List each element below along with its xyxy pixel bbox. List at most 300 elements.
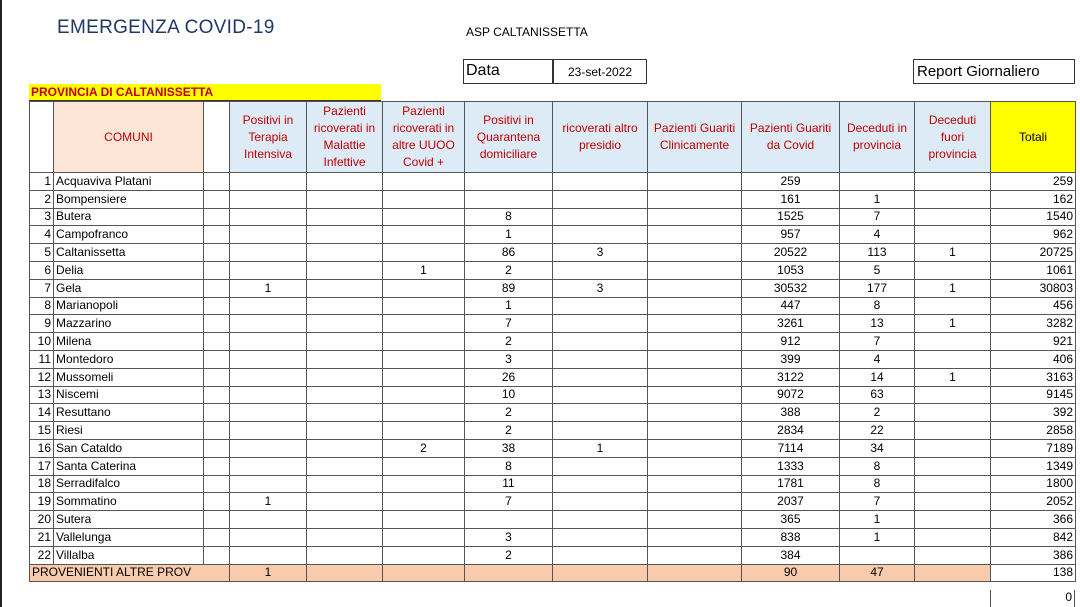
row-altre-uuoo [383, 386, 465, 404]
row-guariti-covid: 838 [742, 528, 840, 546]
row-quarantena: 3 [465, 350, 553, 368]
row-altre-uuoo [383, 546, 465, 564]
row-totali: 1540 [991, 208, 1076, 226]
row-malattie-infettive [307, 475, 383, 493]
row-altro-presidio: 1 [553, 439, 648, 457]
row-terapia-intensiva [230, 297, 307, 315]
row-altro-presidio [553, 350, 648, 368]
row-quarantena: 3 [465, 528, 553, 546]
table-row [30, 315, 1076, 333]
row-malattie-infettive [307, 297, 383, 315]
row-quarantena: 2 [465, 261, 553, 279]
row-altro-presidio: 3 [553, 244, 648, 262]
table-row [30, 173, 1076, 191]
row-guariti-covid: 2834 [742, 422, 840, 440]
row-malattie-infettive [307, 350, 383, 368]
footer-tot: 138 [991, 564, 1076, 582]
row-deceduti-fuori: 1 [915, 368, 991, 386]
row-deceduti-fuori [915, 173, 991, 191]
row-deceduti-fuori [915, 261, 991, 279]
row-altro-presidio [553, 333, 648, 351]
row-deceduti-provincia [840, 173, 915, 191]
header-altre-uuoo: Pazienti ricoverati in altre UUOO Covid + [383, 102, 465, 173]
table-row [30, 422, 1076, 440]
header-malattie-infettive: Pazienti ricoverati in Malattie Infettive [307, 102, 383, 173]
row-quarantena: 7 [465, 493, 553, 511]
table-row [30, 528, 1076, 546]
row-index: 16 [30, 439, 54, 457]
row-index: 8 [30, 297, 54, 315]
row-guariti-covid: 7114 [742, 439, 840, 457]
row-malattie-infettive [307, 315, 383, 333]
row-spacer [204, 226, 230, 244]
row-guariti-clinicamente [648, 261, 742, 279]
row-guariti-clinicamente [648, 493, 742, 511]
row-totali: 1061 [991, 261, 1076, 279]
row-totali: 162 [991, 190, 1076, 208]
row-quarantena: 8 [465, 457, 553, 475]
row-deceduti-provincia: 4 [840, 350, 915, 368]
row-comune: Milena [54, 333, 204, 351]
row-deceduti-fuori [915, 439, 991, 457]
row-altro-presidio [553, 173, 648, 191]
row-spacer [204, 190, 230, 208]
row-altre-uuoo [383, 173, 465, 191]
row-guariti-clinicamente [648, 279, 742, 297]
row-terapia-intensiva [230, 190, 307, 208]
row-deceduti-provincia: 1 [840, 511, 915, 529]
row-comune: Vallelunga [54, 528, 204, 546]
row-quarantena: 7 [465, 315, 553, 333]
row-deceduti-fuori [915, 190, 991, 208]
row-comune: Mussomeli [54, 368, 204, 386]
row-terapia-intensiva [230, 315, 307, 333]
row-deceduti-provincia: 7 [840, 208, 915, 226]
row-altro-presidio [553, 475, 648, 493]
header-altro-presidio: ricoverati altro presidio [553, 102, 648, 173]
row-altro-presidio [553, 528, 648, 546]
row-deceduti-provincia: 177 [840, 279, 915, 297]
row-index: 11 [30, 350, 54, 368]
row-deceduti-fuori [915, 386, 991, 404]
row-spacer [204, 297, 230, 315]
footer-c4 [465, 564, 553, 582]
row-deceduti-provincia: 8 [840, 457, 915, 475]
row-comune: Villalba [54, 546, 204, 564]
row-terapia-intensiva [230, 511, 307, 529]
header-guariti-clinicamente: Pazienti Guariti Clinicamente [648, 102, 742, 173]
row-guariti-covid: 399 [742, 350, 840, 368]
row-deceduti-provincia: 5 [840, 261, 915, 279]
row-index: 22 [30, 546, 54, 564]
row-guariti-clinicamente [648, 386, 742, 404]
row-guariti-covid: 1781 [742, 475, 840, 493]
table-row [30, 244, 1076, 262]
footer-label: PROVENIENTI ALTRE PROV [30, 564, 230, 582]
row-totali: 921 [991, 333, 1076, 351]
row-altre-uuoo [383, 368, 465, 386]
row-malattie-infettive [307, 493, 383, 511]
row-totali: 3163 [991, 368, 1076, 386]
row-quarantena [465, 173, 553, 191]
row-index: 7 [30, 279, 54, 297]
row-comune: Acquaviva Platani [54, 173, 204, 191]
row-deceduti-provincia: 113 [840, 244, 915, 262]
row-altre-uuoo [383, 475, 465, 493]
row-deceduti-fuori [915, 493, 991, 511]
row-guariti-clinicamente [648, 422, 742, 440]
row-terapia-intensiva [230, 244, 307, 262]
row-totali: 386 [991, 546, 1076, 564]
header-deceduti-fuori: Deceduti fuori provincia [915, 102, 991, 173]
table-row [30, 404, 1076, 422]
row-guariti-clinicamente [648, 475, 742, 493]
row-deceduti-provincia: 63 [840, 386, 915, 404]
footer-c3 [383, 564, 465, 582]
row-totali: 366 [991, 511, 1076, 529]
row-deceduti-provincia: 8 [840, 475, 915, 493]
report-label: Report Giornaliero [913, 59, 1075, 84]
asp-label: ASP CALTANISSETTA [466, 25, 588, 39]
table-row [30, 368, 1076, 386]
table-row [30, 333, 1076, 351]
row-malattie-infettive [307, 528, 383, 546]
row-altre-uuoo [383, 333, 465, 351]
header-index-cell [30, 102, 54, 173]
row-malattie-infettive [307, 190, 383, 208]
row-spacer [204, 422, 230, 440]
footer-c8: 47 [840, 564, 915, 582]
row-altro-presidio [553, 208, 648, 226]
row-index: 12 [30, 368, 54, 386]
row-comune: Mazzarino [54, 315, 204, 333]
row-malattie-infettive [307, 173, 383, 191]
table-row [30, 350, 1076, 368]
row-index: 17 [30, 457, 54, 475]
row-guariti-clinicamente [648, 173, 742, 191]
frame-left-border [0, 0, 2, 607]
row-index: 19 [30, 493, 54, 511]
row-guariti-covid: 1053 [742, 261, 840, 279]
table-row [30, 546, 1076, 564]
row-altre-uuoo [383, 226, 465, 244]
row-altro-presidio [553, 511, 648, 529]
row-comune: Marianopoli [54, 297, 204, 315]
row-quarantena: 2 [465, 546, 553, 564]
row-deceduti-fuori [915, 546, 991, 564]
row-guariti-clinicamente [648, 546, 742, 564]
row-totali: 7189 [991, 439, 1076, 457]
row-deceduti-provincia: 2 [840, 404, 915, 422]
row-spacer [204, 244, 230, 262]
row-altre-uuoo [383, 350, 465, 368]
row-deceduti-provincia: 7 [840, 333, 915, 351]
row-comune: Campofranco [54, 226, 204, 244]
row-deceduti-fuori [915, 422, 991, 440]
row-totali: 259 [991, 173, 1076, 191]
row-malattie-infettive [307, 226, 383, 244]
row-comune: Santa Caterina [54, 457, 204, 475]
row-quarantena: 10 [465, 386, 553, 404]
row-spacer [204, 315, 230, 333]
row-totali: 3282 [991, 315, 1076, 333]
row-altre-uuoo [383, 404, 465, 422]
row-guariti-covid: 30532 [742, 279, 840, 297]
row-guariti-covid: 447 [742, 297, 840, 315]
row-quarantena [465, 511, 553, 529]
row-quarantena: 1 [465, 297, 553, 315]
row-spacer [204, 511, 230, 529]
header-spacer [204, 102, 230, 173]
row-altro-presidio: 3 [553, 279, 648, 297]
row-malattie-infettive [307, 261, 383, 279]
row-totali: 406 [991, 350, 1076, 368]
row-totali: 1800 [991, 475, 1076, 493]
row-guariti-covid: 161 [742, 190, 840, 208]
row-altro-presidio [553, 386, 648, 404]
row-deceduti-provincia: 8 [840, 297, 915, 315]
row-comune: Sommatino [54, 493, 204, 511]
row-malattie-infettive [307, 422, 383, 440]
row-guariti-clinicamente [648, 439, 742, 457]
table-row [30, 190, 1076, 208]
row-terapia-intensiva [230, 546, 307, 564]
table-row [30, 226, 1076, 244]
row-malattie-infettive [307, 244, 383, 262]
row-spacer [204, 528, 230, 546]
table-row [30, 493, 1076, 511]
row-spacer [204, 368, 230, 386]
footer-c2 [307, 564, 383, 582]
row-comune: Montedoro [54, 350, 204, 368]
row-malattie-infettive [307, 404, 383, 422]
row-terapia-intensiva [230, 368, 307, 386]
row-guariti-covid: 1525 [742, 208, 840, 226]
row-totali: 30803 [991, 279, 1076, 297]
row-guariti-covid: 912 [742, 333, 840, 351]
table-row [30, 297, 1076, 315]
row-altre-uuoo [383, 190, 465, 208]
header-guariti-covid: Pazienti Guariti da Covid [742, 102, 840, 173]
row-malattie-infettive [307, 208, 383, 226]
row-comune: Gela [54, 279, 204, 297]
row-guariti-clinicamente [648, 528, 742, 546]
row-terapia-intensiva [230, 404, 307, 422]
row-guariti-clinicamente [648, 297, 742, 315]
extra-total-cell: 0 [990, 590, 1075, 607]
row-terapia-intensiva [230, 439, 307, 457]
row-comune: Bompensiere [54, 190, 204, 208]
row-quarantena: 1 [465, 226, 553, 244]
row-altre-uuoo [383, 493, 465, 511]
row-spacer [204, 546, 230, 564]
row-deceduti-provincia: 1 [840, 528, 915, 546]
row-totali: 392 [991, 404, 1076, 422]
row-terapia-intensiva [230, 475, 307, 493]
row-totali: 9145 [991, 386, 1076, 404]
table-row [30, 208, 1076, 226]
header-comuni: COMUNI [54, 102, 204, 173]
row-altre-uuoo [383, 279, 465, 297]
row-comune: Caltanissetta [54, 244, 204, 262]
header-quarantena: Positivi in Quarantena domiciliare [465, 102, 553, 173]
row-deceduti-fuori [915, 226, 991, 244]
row-deceduti-fuori [915, 457, 991, 475]
row-totali: 20725 [991, 244, 1076, 262]
row-terapia-intensiva [230, 457, 307, 475]
row-malattie-infettive [307, 386, 383, 404]
row-totali: 2858 [991, 422, 1076, 440]
row-altre-uuoo [383, 422, 465, 440]
row-terapia-intensiva [230, 528, 307, 546]
row-malattie-infettive [307, 279, 383, 297]
row-guariti-clinicamente [648, 333, 742, 351]
row-altro-presidio [553, 404, 648, 422]
row-totali: 456 [991, 297, 1076, 315]
row-quarantena: 11 [465, 475, 553, 493]
row-deceduti-fuori: 1 [915, 315, 991, 333]
table-row [30, 457, 1076, 475]
row-malattie-infettive [307, 511, 383, 529]
row-altro-presidio [553, 315, 648, 333]
row-index: 5 [30, 244, 54, 262]
row-terapia-intensiva [230, 208, 307, 226]
row-malattie-infettive [307, 333, 383, 351]
row-totali: 842 [991, 528, 1076, 546]
row-quarantena: 38 [465, 439, 553, 457]
row-quarantena: 2 [465, 333, 553, 351]
covid-table [29, 101, 1076, 582]
row-guariti-clinicamente [648, 315, 742, 333]
row-index: 6 [30, 261, 54, 279]
row-altro-presidio [553, 546, 648, 564]
row-malattie-infettive [307, 546, 383, 564]
row-spacer [204, 279, 230, 297]
row-altro-presidio [553, 190, 648, 208]
row-quarantena: 26 [465, 368, 553, 386]
row-terapia-intensiva [230, 173, 307, 191]
row-deceduti-provincia: 4 [840, 226, 915, 244]
row-deceduti-fuori [915, 404, 991, 422]
row-index: 1 [30, 173, 54, 191]
row-altre-uuoo [383, 511, 465, 529]
row-deceduti-fuori [915, 333, 991, 351]
row-quarantena: 2 [465, 422, 553, 440]
row-altro-presidio [553, 297, 648, 315]
row-altre-uuoo [383, 528, 465, 546]
row-deceduti-provincia: 14 [840, 368, 915, 386]
row-guariti-clinicamente [648, 511, 742, 529]
row-altre-uuoo: 1 [383, 261, 465, 279]
row-totali: 2052 [991, 493, 1076, 511]
row-index: 20 [30, 511, 54, 529]
row-index: 9 [30, 315, 54, 333]
row-comune: Niscemi [54, 386, 204, 404]
row-terapia-intensiva [230, 350, 307, 368]
row-deceduti-fuori [915, 350, 991, 368]
row-index: 3 [30, 208, 54, 226]
row-comune: Riesi [54, 422, 204, 440]
row-guariti-covid: 957 [742, 226, 840, 244]
row-quarantena: 86 [465, 244, 553, 262]
row-altro-presidio [553, 226, 648, 244]
row-deceduti-provincia [840, 546, 915, 564]
row-spacer [204, 404, 230, 422]
row-guariti-clinicamente [648, 226, 742, 244]
row-guariti-clinicamente [648, 244, 742, 262]
row-deceduti-provincia: 34 [840, 439, 915, 457]
footer-c6 [648, 564, 742, 582]
row-malattie-infettive [307, 457, 383, 475]
row-guariti-clinicamente [648, 404, 742, 422]
row-altro-presidio [553, 457, 648, 475]
header-terapia-intensiva: Positivi in Terapia Intensiva [230, 102, 307, 173]
row-spacer [204, 173, 230, 191]
header-deceduti-provincia: Deceduti in provincia [840, 102, 915, 173]
row-deceduti-provincia: 13 [840, 315, 915, 333]
row-spacer [204, 261, 230, 279]
date-value: 23-set-2022 [553, 59, 647, 84]
row-altro-presidio [553, 422, 648, 440]
row-altre-uuoo [383, 244, 465, 262]
footer-c9 [915, 564, 991, 582]
row-index: 4 [30, 226, 54, 244]
row-guariti-covid: 388 [742, 404, 840, 422]
row-quarantena: 8 [465, 208, 553, 226]
row-spacer [204, 333, 230, 351]
row-altre-uuoo: 2 [383, 439, 465, 457]
table-row [30, 439, 1076, 457]
province-banner: PROVINCIA DI CALTANISSETTA [29, 84, 381, 101]
row-terapia-intensiva: 1 [230, 279, 307, 297]
row-guariti-covid: 9072 [742, 386, 840, 404]
row-guariti-covid: 3261 [742, 315, 840, 333]
row-spacer [204, 386, 230, 404]
row-spacer [204, 350, 230, 368]
footer-c7: 90 [742, 564, 840, 582]
row-terapia-intensiva: 1 [230, 493, 307, 511]
row-spacer [204, 475, 230, 493]
row-terapia-intensiva [230, 333, 307, 351]
row-deceduti-provincia: 1 [840, 190, 915, 208]
row-terapia-intensiva [230, 386, 307, 404]
header-totali: Totali [991, 102, 1076, 173]
row-terapia-intensiva [230, 422, 307, 440]
table-row [30, 386, 1076, 404]
row-guariti-clinicamente [648, 457, 742, 475]
row-malattie-infettive [307, 439, 383, 457]
row-quarantena: 89 [465, 279, 553, 297]
row-index: 13 [30, 386, 54, 404]
row-comune: Serradifalco [54, 475, 204, 493]
row-deceduti-fuori [915, 208, 991, 226]
row-comune: Butera [54, 208, 204, 226]
row-comune: Sutera [54, 511, 204, 529]
row-index: 21 [30, 528, 54, 546]
row-totali: 962 [991, 226, 1076, 244]
row-spacer [204, 493, 230, 511]
row-index: 18 [30, 475, 54, 493]
row-terapia-intensiva [230, 261, 307, 279]
row-comune: Resuttano [54, 404, 204, 422]
row-altro-presidio [553, 368, 648, 386]
row-guariti-covid: 259 [742, 173, 840, 191]
row-altre-uuoo [383, 208, 465, 226]
row-deceduti-fuori [915, 511, 991, 529]
row-guariti-clinicamente [648, 350, 742, 368]
row-altre-uuoo [383, 457, 465, 475]
row-guariti-clinicamente [648, 190, 742, 208]
